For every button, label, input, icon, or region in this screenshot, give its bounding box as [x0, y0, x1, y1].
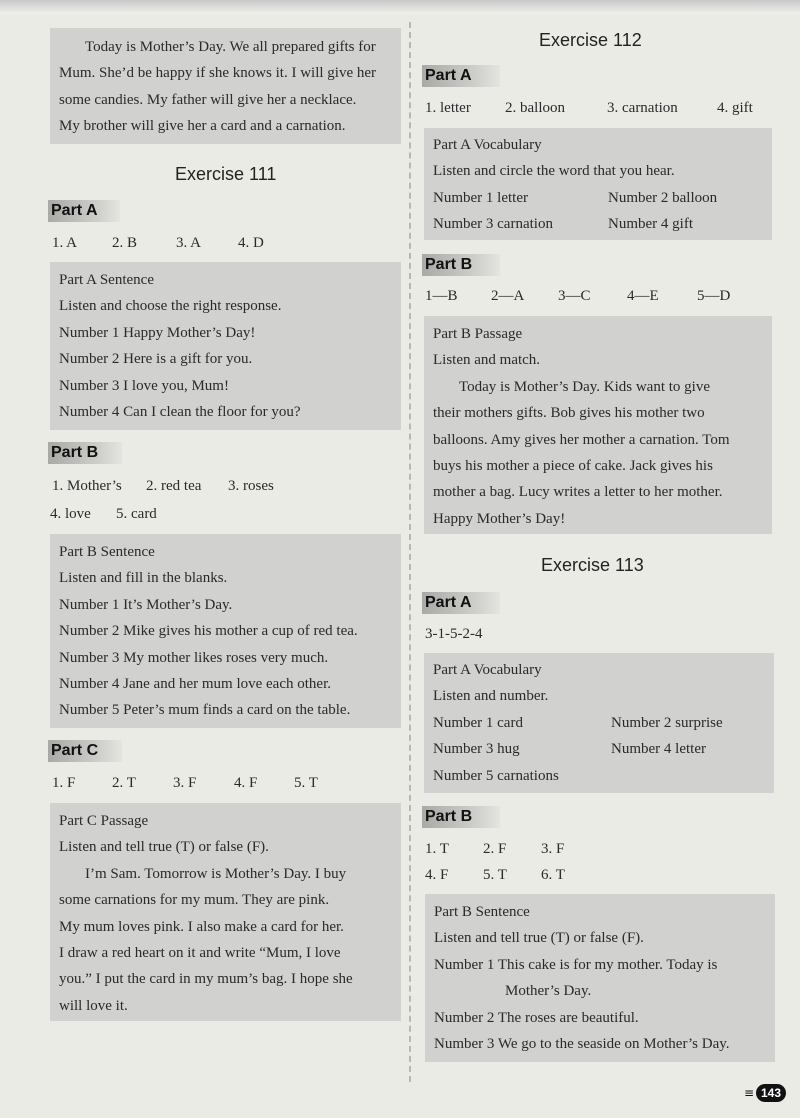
exercise-111-title: Exercise 111 — [175, 164, 277, 184]
sparkle-icon: ≡ — [744, 1086, 755, 1100]
passage-line: I’m Sam. Tomorrow is Mother’s Day. I buy — [85, 865, 347, 882]
page-number: 143 — [756, 1084, 786, 1102]
box-line: Number 1 It’s Mother’s Day. — [59, 596, 233, 613]
intro-line: some candies. My father will give her a necklace. — [59, 91, 357, 108]
passage-line: balloons. Amy gives her mother a carnation. Tom — [433, 431, 730, 448]
answer: 2—A — [491, 288, 525, 304]
word-pair-row — [433, 211, 763, 237]
page-top-edge — [0, 0, 800, 14]
box-line: Number 3 We go to the seaside on Mother’s Day. — [434, 1036, 730, 1053]
passage-line: I draw a red heart on it and write “Mum, I love — [59, 945, 341, 962]
passage-line: My mum loves pink. I also make a card for her. — [59, 918, 344, 935]
box-line: Listen and circle the word that you hear. — [433, 163, 675, 180]
passage-line: Happy Mother’s Day! — [433, 510, 566, 527]
box-line: Listen and tell true (T) or false (F). — [434, 930, 644, 947]
answer: 1. letter — [425, 100, 471, 116]
answer: 3. carnation — [607, 100, 678, 116]
answer: 4—E — [627, 288, 659, 304]
word-item: Number 1 letter — [433, 189, 528, 206]
box-line: Part C Passage — [59, 813, 149, 829]
intro-line: My brother will give her a card and a carnation. — [59, 118, 346, 135]
ex111-part-a-label: Part A — [48, 200, 120, 222]
ex111-part-c-label: Part C — [48, 740, 122, 762]
box-line: Number 4 Jane and her mum love each other. — [59, 676, 331, 693]
answer: 4. F — [425, 867, 449, 883]
box-line: Number 4 Can I clean the floor for you? — [59, 404, 301, 421]
answer: 1. T — [425, 841, 449, 857]
answer: 4. gift — [717, 100, 753, 116]
box-line: Number 2 The roses are beautiful. — [434, 1009, 639, 1026]
answer: 6. T — [541, 867, 565, 883]
answer: 4. D — [238, 235, 264, 251]
box-line: Number 3 My mother likes roses very much. — [59, 649, 329, 666]
ex113-part-a-box — [424, 653, 774, 793]
word-item: Number 3 hug — [433, 741, 520, 758]
word-item: Number 4 letter — [611, 741, 706, 758]
word-item: Number 4 gift — [608, 216, 693, 233]
answer: 3. A — [176, 235, 202, 251]
passage-line: buys his mother a piece of cake. Jack gives his — [433, 458, 713, 475]
box-line: Part A Vocabulary — [433, 137, 542, 153]
answer: 4. F — [234, 775, 258, 791]
answer: 2. B — [112, 235, 138, 251]
answer: 5. T — [483, 867, 507, 883]
ex112-part-b-box — [424, 316, 772, 534]
box-line: Listen and fill in the blanks. — [59, 570, 228, 587]
page-number-badge — [744, 1082, 790, 1104]
word-item: Number 2 surprise — [611, 714, 723, 731]
answer: 3-1-5-2-4 — [425, 626, 483, 642]
box-line: Number 5 Peter’s mum finds a card on the table. — [59, 702, 351, 719]
word-pair-row — [433, 736, 765, 762]
answer: 3—C — [558, 288, 591, 304]
passage-line: you.” I put the card in my mum’s bag. I hope she — [59, 971, 353, 988]
box-line: Listen and tell true (T) or false (F). — [59, 839, 269, 856]
answer: 1. A — [52, 235, 78, 251]
ex113-part-b-box — [425, 894, 775, 1062]
word-pair-row — [433, 185, 763, 211]
ex113-part-b-label: Part B — [422, 806, 500, 828]
word-item: Number 2 balloon — [608, 189, 718, 206]
box-line: Number 1 This cake is for my mother. Today is — [434, 956, 718, 973]
box-line: Number 5 carnations — [433, 767, 559, 784]
box-line: Number 2 Here is a gift for you. — [59, 351, 253, 368]
word-pair-row — [433, 710, 765, 736]
ex111-part-c-box — [50, 803, 401, 1021]
box-line: Number 1 Happy Mother’s Day! — [59, 324, 256, 341]
passage-line: Today is Mother’s Day. Kids want to give — [459, 378, 711, 395]
exercise-113-title: Exercise 113 — [541, 555, 644, 575]
answer: 2. balloon — [505, 100, 565, 116]
box-line: Listen and number. — [433, 688, 549, 705]
intro-line: Today is Mother’s Day. We all prepared gifts for — [85, 39, 376, 55]
answer: 1. F — [52, 775, 76, 791]
answer: 5. card — [116, 506, 157, 522]
ex112-part-a-box — [424, 128, 772, 240]
box-line: Part B Sentence — [434, 904, 530, 920]
word-item: Number 3 carnation — [433, 216, 553, 233]
answer: 2. red tea — [146, 478, 202, 494]
word-item: Number 1 card — [433, 714, 523, 731]
passage-line: will love it. — [59, 997, 128, 1014]
box-line: Listen and choose the right response. — [59, 298, 282, 315]
box-line-continued: Mother’s Day. — [505, 983, 592, 1000]
answer: 2. T — [112, 775, 136, 791]
answer: 5. T — [294, 775, 318, 791]
answer: 3. F — [541, 841, 565, 857]
answer: 3. roses — [228, 478, 274, 494]
ex111-part-b-box — [50, 534, 401, 728]
intro-passage-box — [50, 28, 401, 144]
box-line: Number 2 Mike gives his mother a cup of red tea. — [59, 623, 358, 640]
box-line: Part A Sentence — [59, 272, 154, 288]
answer: 1—B — [425, 288, 458, 304]
ex112-part-b-label: Part B — [422, 254, 500, 276]
answer: 4. love — [50, 506, 91, 522]
box-line: Listen and match. — [433, 352, 541, 369]
ex113-part-a-label: Part A — [422, 592, 500, 614]
answer: 3. F — [173, 775, 197, 791]
answer: 2. F — [483, 841, 507, 857]
passage-line: some carnations for my mum. They are pink. — [59, 892, 330, 909]
column-divider — [409, 22, 411, 1082]
answer: 5—D — [697, 288, 731, 304]
ex111-part-b-label: Part B — [48, 442, 122, 464]
passage-line: mother a bag. Lucy writes a letter to her mother. — [433, 484, 723, 501]
answer: 1. Mother’s — [52, 478, 122, 494]
box-line: Part A Vocabulary — [433, 662, 542, 678]
ex112-part-a-label: Part A — [422, 65, 500, 87]
box-line: Part B Sentence — [59, 544, 155, 560]
passage-line: their mothers gifts. Bob gives his mother two — [433, 405, 705, 422]
box-line: Number 3 I love you, Mum! — [59, 377, 229, 394]
exercise-112-title: Exercise 112 — [539, 30, 642, 50]
intro-line: Mum. She’d be happy if she knows it. I will give her — [59, 65, 377, 82]
ex111-part-a-box — [50, 262, 401, 430]
box-line: Part B Passage — [433, 326, 523, 342]
